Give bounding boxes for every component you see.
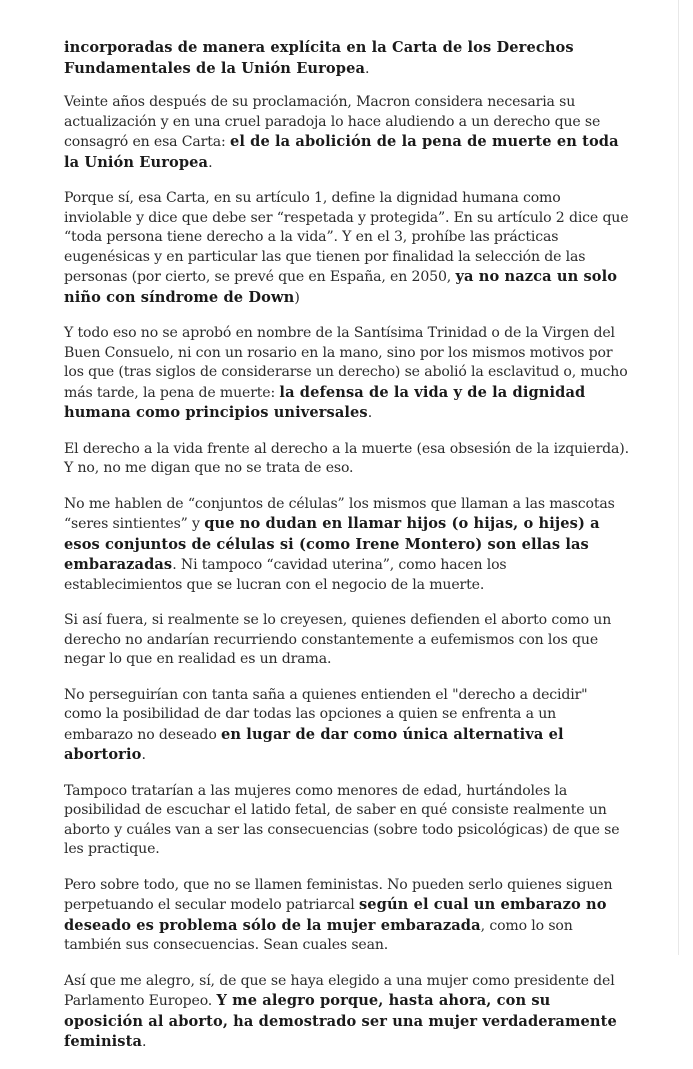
text: Si así fuera, si realmente se lo creyesen, quienes defienden el aborto como un derecho no andarían recurriendo constantemente a eufemismos con los que negar lo que en realidad es un drama. xyxy=(64,612,612,667)
bold-text: la defensa de la vida y de la dignidad humana como principios universales xyxy=(64,383,586,421)
page-edge-divider xyxy=(678,0,679,955)
text: El derecho a la vida frente al derecho a la muerte (esa obsesión de la izquierda). Y no, no me digan que no se trata de eso. xyxy=(64,440,629,476)
text: Pero sobre todo, que no se llamen feministas. No pueden serlo quienes siguen perpetuando el secular modelo patriarcal xyxy=(64,876,613,913)
paragraph-1 xyxy=(64,38,629,79)
paragraph-10 xyxy=(64,876,629,956)
text: Porque sí, esa Carta, en su artículo 1, define la dignidad humana como inviolable y dice que debe ser “respetada y protegida”. En su artículo 2 dice que “toda persona tiene derecho a la vida”. Y en el 3, prohíbe las prácticas eugenésicas y en particular las que tienen por finalidad la selección de las personas (por cierto, se prevé que en España, en 2050, xyxy=(64,190,629,285)
text: Así que me alegro, sí, de que se haya elegido a una mujer como presidente del Parlamento Europeo. xyxy=(64,972,615,1009)
paragraph-7 xyxy=(64,611,629,670)
paragraph-2 xyxy=(64,93,629,173)
paragraph-4 xyxy=(64,324,629,424)
text: . xyxy=(142,1034,147,1050)
paragraph-6 xyxy=(64,495,629,596)
text: . Ni tampoco “cavidad uterina”, como hacen los establecimientos que se lucran con el negocio de la muerte. xyxy=(64,557,507,593)
text: . xyxy=(141,747,146,763)
article-body xyxy=(64,38,629,1069)
paragraph-11 xyxy=(64,972,629,1053)
bold-text: ya no nazca un solo niño con síndrome de Down xyxy=(64,268,618,306)
text: . xyxy=(367,405,373,421)
bold-text: que no dudan en llamar hijos (o hijas, o hijes) a esos conjuntos de células si (como Irene Montero) son ellas las embarazadas xyxy=(64,515,600,573)
bold-text: según el cual un embarazo no deseado es problema sólo de la mujer embarazada xyxy=(64,896,607,934)
text: Tampoco tratarían a las mujeres como menores de edad, hurtándoles la posibilidad de escuchar el latido fetal, de saber en qué consiste realmente un aborto y cuáles van a ser las consecuencias (sobre todo psicológicas) de que se les practique. xyxy=(64,782,620,857)
text: . xyxy=(365,60,370,77)
text: ) xyxy=(294,289,300,306)
text: No perseguirían con tanta saña a quienes entienden el "derecho a decidir" como la posibilidad de dar todas las opciones a quien se enfrenta a un embarazo no deseado xyxy=(64,686,588,743)
bold-text: el de la abolición de la pena de muerte en toda la Unión Europea xyxy=(64,133,619,171)
text: Veinte años después de su proclamación, Macron considera necesaria su actualización y en una cruel paradoja lo hace aludiendo a un derecho que se consagró en esa Carta: xyxy=(64,94,601,150)
paragraph-8 xyxy=(64,686,629,766)
text: No me hablen de “conjuntos de células” los mismos que llaman a las mascotas “seres sintientes” y xyxy=(64,495,615,532)
paragraph-9 xyxy=(64,782,629,860)
text: . xyxy=(208,154,213,171)
bold-text: incorporadas de manera explícita en la Carta de los Derechos Fundamentales de la Unión Europea xyxy=(64,39,574,77)
paragraph-5 xyxy=(64,440,629,479)
text: Y todo eso no se aprobó en nombre de la Santísima Trinidad o de la Virgen del Buen Consuelo, ni con un rosario en la mano, sino por los mismos motivos por los que (tras siglos de considerarse un derecho) se abolió la esclavitud o, mucho más tarde, la pena de muerte: xyxy=(64,325,628,401)
bold-text: Y me alegro porque, hasta ahora, con su oposición al aborto, ha demostrado ser una mujer verdaderamente feminista xyxy=(64,992,617,1050)
bold-text: en lugar de dar como única alternativa el abortorio xyxy=(64,725,564,763)
text: , como lo son también sus consecuencias. Sean cuales sean. xyxy=(64,917,573,953)
paragraph-3 xyxy=(64,189,629,308)
